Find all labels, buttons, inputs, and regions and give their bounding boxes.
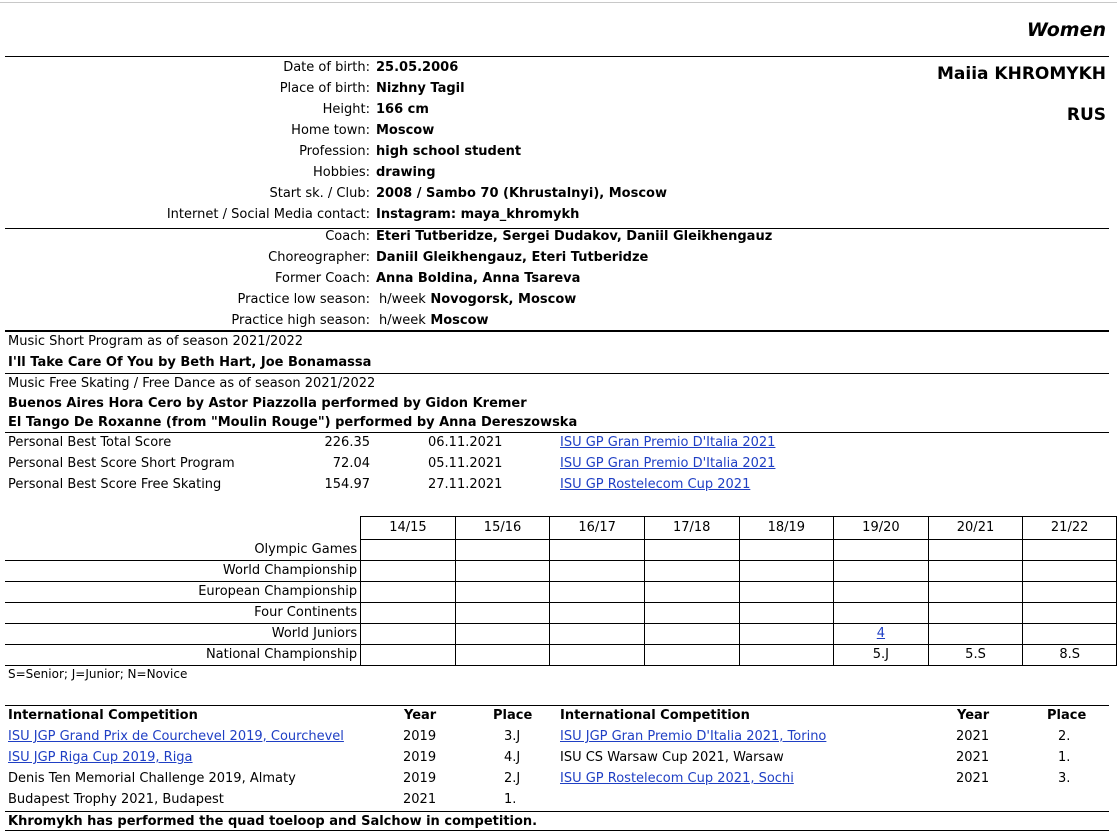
results-header-row — [5, 517, 1117, 540]
results-cell — [834, 561, 929, 582]
results-corner — [5, 517, 361, 540]
bio-label: Date of birth: — [283, 60, 370, 75]
intl-year: 2019 — [403, 729, 437, 744]
results-cell — [550, 582, 645, 603]
top-rule — [0, 2, 1117, 3]
results-cell — [361, 540, 456, 561]
results-cell — [550, 603, 645, 624]
intl-competition-name: Budapest Trophy 2021, Budapest — [8, 792, 224, 807]
season-header: 15/16 — [455, 517, 550, 540]
results-cell — [1023, 582, 1117, 603]
results-event-label: World Juniors — [5, 624, 361, 645]
intl-header-place: Place — [493, 708, 533, 723]
intl-year: 2021 — [956, 771, 990, 786]
intl-header-place: Place — [1047, 708, 1087, 723]
pb-score: 72.04 — [332, 456, 370, 471]
pb-date: 06.11.2021 — [428, 435, 503, 450]
bio-value: Nizhny Tagil — [376, 81, 465, 96]
results-cell — [1023, 645, 1117, 666]
practice-hours-unit: h/week — [379, 292, 426, 307]
intl-rule — [5, 705, 1109, 706]
results-event-label: National Championship — [5, 645, 361, 666]
pb-event-link[interactable]: ISU GP Rostelecom Cup 2021 — [560, 477, 751, 492]
music-short-line: I'll Take Care Of You by Beth Hart, Joe Bonamassa — [8, 355, 372, 370]
coaching-value: Anna Boldina, Anna Tsareva — [376, 271, 581, 286]
pb-label: Personal Best Score Short Program — [8, 456, 235, 471]
coaching-value: Eteri Tutberidze, Sergei Dudakov, Daniil Gleikhengauz — [376, 229, 773, 244]
results-cell — [1023, 561, 1117, 582]
intl-place: 3.J — [504, 729, 521, 744]
coaching-rule — [5, 330, 1109, 332]
results-row — [5, 540, 1117, 561]
pb-rule — [5, 432, 1109, 433]
season-header: 19/20 — [834, 517, 929, 540]
bio-label: Start sk. / Club: — [269, 186, 370, 201]
pb-event-link[interactable]: ISU GP Gran Premio D'Italia 2021 — [560, 456, 776, 471]
bio-value: Moscow — [376, 123, 435, 138]
coaching-label: Choreographer: — [268, 250, 370, 265]
intl-competition-name: Denis Ten Memorial Challenge 2019, Almaty — [8, 771, 296, 786]
season-header: 16/17 — [550, 517, 645, 540]
music-short-title: Music Short Program as of season 2021/2022 — [8, 334, 304, 349]
results-cell — [455, 582, 550, 603]
results-row — [5, 645, 1117, 666]
results-legend: S=Senior; J=Junior; N=Novice — [8, 667, 188, 681]
intl-place: 2. — [1058, 729, 1071, 744]
intl-place: 3. — [1058, 771, 1071, 786]
results-cell — [455, 540, 550, 561]
intl-year: 2019 — [403, 771, 437, 786]
results-cell — [361, 582, 456, 603]
results-cell — [550, 645, 645, 666]
coaching-label: Coach: — [325, 229, 370, 244]
music-free-line: El Tango De Roxanne (from "Moulin Rouge") performed by Anna Dereszowska — [8, 415, 578, 430]
results-event-label: Olympic Games — [5, 540, 361, 561]
season-header: 20/21 — [928, 517, 1023, 540]
results-cell — [455, 603, 550, 624]
results-cell — [644, 582, 739, 603]
season-header: 14/15 — [361, 517, 456, 540]
results-row — [5, 603, 1117, 624]
intl-year: 2021 — [403, 792, 437, 807]
music-rule — [5, 373, 1109, 374]
bio-value: 25.05.2006 — [376, 60, 459, 75]
results-cell — [739, 561, 834, 582]
intl-competition-link[interactable]: ISU GP Rostelecom Cup 2021, Sochi — [560, 771, 794, 786]
intl-place: 1. — [1058, 750, 1071, 765]
pb-score: 154.97 — [324, 477, 370, 492]
intl-competition-link[interactable]: ISU JGP Grand Prix de Courchevel 2019, Courchevel — [8, 729, 344, 744]
coaching-label: Former Coach: — [275, 271, 370, 286]
results-cell — [361, 603, 456, 624]
results-cell — [644, 561, 739, 582]
pb-date: 27.11.2021 — [428, 477, 503, 492]
season-header: 18/19 — [739, 517, 834, 540]
coaching-value — [379, 313, 489, 328]
athlete-country: RUS — [1066, 105, 1106, 125]
results-table — [5, 516, 1117, 666]
results-row — [5, 582, 1117, 603]
bio-value: 2008 / Sambo 70 (Khrustalnyi), Moscow — [376, 186, 668, 201]
intl-year: 2019 — [403, 750, 437, 765]
intl-competition-link[interactable]: ISU JGP Riga Cup 2019, Riga — [8, 750, 193, 765]
pb-event-link[interactable]: ISU GP Gran Premio D'Italia 2021 — [560, 435, 776, 450]
results-cell — [928, 540, 1023, 561]
intl-year: 2021 — [956, 750, 990, 765]
results-cell — [928, 645, 1023, 666]
results-cell — [644, 624, 739, 645]
results-cell — [455, 645, 550, 666]
pb-label: Personal Best Score Free Skating — [8, 477, 222, 492]
results-cell — [1023, 603, 1117, 624]
results-event-label: European Championship — [5, 582, 361, 603]
results-cell — [1023, 624, 1117, 645]
results-cell — [550, 624, 645, 645]
results-cell — [361, 561, 456, 582]
results-cell — [361, 645, 456, 666]
result-value: 8.S — [1059, 647, 1080, 662]
practice-hours-unit: h/week — [379, 313, 426, 328]
results-cell — [928, 603, 1023, 624]
results-cell — [361, 624, 456, 645]
intl-competition-name: ISU CS Warsaw Cup 2021, Warsaw — [560, 750, 784, 765]
intl-place: 2.J — [504, 771, 521, 786]
results-cell — [455, 624, 550, 645]
results-cell — [1023, 540, 1117, 561]
results-cell — [834, 582, 929, 603]
intl-header-competition: International Competition — [560, 708, 750, 723]
results-cell — [928, 561, 1023, 582]
pb-date: 05.11.2021 — [428, 456, 503, 471]
results-cell — [550, 561, 645, 582]
bio-label: Height: — [322, 102, 370, 117]
season-header: 21/22 — [1023, 517, 1117, 540]
coaching-label: Practice high season: — [231, 313, 370, 328]
result-value: 5.S — [965, 647, 986, 662]
bio-value: Instagram: maya_khromykh — [376, 207, 580, 222]
results-cell — [644, 645, 739, 666]
results-cell — [739, 582, 834, 603]
results-cell — [550, 540, 645, 561]
intl-year: 2021 — [956, 729, 990, 744]
season-header: 17/18 — [644, 517, 739, 540]
results-event-label: World Championship — [5, 561, 361, 582]
footer-rule-top — [5, 811, 1109, 812]
results-cell — [834, 540, 929, 561]
results-row — [5, 561, 1117, 582]
music-free-line: Buenos Aires Hora Cero by Astor Piazzolla performed by Gidon Kremer — [8, 396, 527, 411]
bio-value: 166 cm — [376, 102, 429, 117]
pb-score: 226.35 — [324, 435, 370, 450]
results-cell — [739, 624, 834, 645]
intl-header-year: Year — [404, 708, 437, 723]
bio-label: Internet / Social Media contact: — [166, 207, 370, 222]
coaching-label: Practice low season: — [237, 292, 370, 307]
bio-label: Profession: — [299, 144, 370, 159]
pb-label: Personal Best Total Score — [8, 435, 172, 450]
results-cell — [644, 540, 739, 561]
footer-note: Khromykh has performed the quad toeloop and Salchow in competition. — [8, 814, 538, 829]
practice-location: Novogorsk, Moscow — [430, 292, 577, 307]
intl-header-year: Year — [957, 708, 990, 723]
category-title: Women — [1026, 19, 1106, 41]
bio-value: drawing — [376, 165, 436, 180]
footer-rule-bottom — [5, 830, 1109, 831]
bio-value: high school student — [376, 144, 522, 159]
results-row — [5, 624, 1117, 645]
practice-location: Moscow — [430, 313, 489, 328]
result-value: 5.J — [872, 647, 890, 662]
athlete-name: Maiia KHROMYKH — [936, 64, 1106, 84]
results-cell — [928, 624, 1023, 645]
results-cell — [644, 603, 739, 624]
coaching-value — [379, 292, 576, 307]
results-event-label: Four Continents — [5, 603, 361, 624]
bio-label: Hobbies: — [313, 165, 370, 180]
results-cell — [739, 603, 834, 624]
results-cell — [928, 582, 1023, 603]
results-cell — [834, 645, 929, 666]
music-free-title: Music Free Skating / Free Dance as of season 2021/2022 — [8, 376, 376, 391]
intl-place: 4.J — [504, 750, 521, 765]
intl-competition-link[interactable]: ISU JGP Gran Premio D'Italia 2021, Torino — [560, 729, 827, 744]
results-cell — [739, 645, 834, 666]
results-cell — [739, 540, 834, 561]
header-rule — [5, 56, 1109, 57]
coaching-value: Daniil Gleikhengauz, Eteri Tutberidze — [376, 250, 649, 265]
bio-label: Home town: — [291, 123, 370, 138]
result-link[interactable]: 4 — [876, 626, 886, 641]
intl-header-competition: International Competition — [8, 708, 198, 723]
results-cell — [834, 603, 929, 624]
results-cell — [455, 561, 550, 582]
intl-place: 1. — [504, 792, 517, 807]
results-cell — [834, 624, 929, 645]
bio-label: Place of birth: — [279, 81, 370, 96]
